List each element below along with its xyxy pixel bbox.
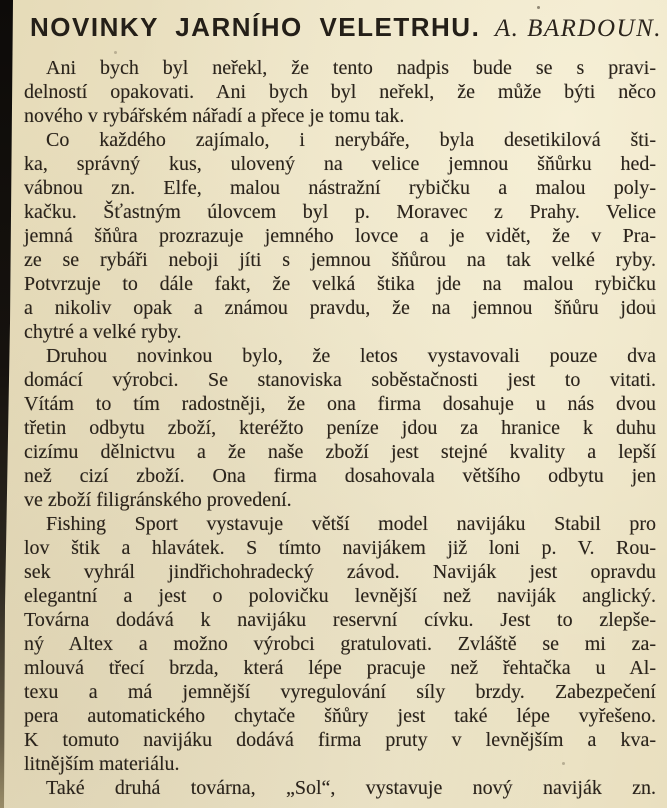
article-header: [30, 12, 662, 43]
text-line: texu a má jemnější vyregulování síly brzdy. Zabezpečení: [24, 681, 656, 703]
text-line: a nikoliv opak a známou pravdu, že na jemnou šňůru jdou: [24, 297, 656, 319]
text-line: mlouvá třecí brzda, která lépe pracuje než řehtačka u Al-: [24, 657, 656, 679]
text-line: nového v rybářském nářadí a přece je tomu tak.: [24, 105, 405, 127]
text-line: Továrna dodává k navijáku reservní cívku. Jest to zlepše-: [24, 609, 656, 631]
text-line: jemná šňůra prozrazuje jemného lovce a je vidět, že v Pra-: [24, 225, 656, 247]
text-line: litnějším materiálu.: [24, 753, 180, 775]
text-line: Druhou novinkou bylo, že letos vystavovali pouze dva: [46, 345, 656, 367]
page-title: NOVINKY JARNÍHO VELETRHU.: [30, 12, 481, 42]
text-line: sek vyhrál jindřichohradecký závod. Naviják jest opravdu: [24, 561, 656, 583]
text-line: ze se rybáři neboji jíti s jemnou šňůrou na tak velké ryby.: [24, 249, 656, 271]
text-line: ve zboží filigránského provedení.: [24, 489, 292, 511]
text-line: Také druhá továrna, „Sol“, vystavuje nový naviják zn.: [46, 777, 656, 799]
dust-speck: [537, 6, 540, 9]
text-line: kačku. Šťastným úlovcem byl p. Moravec z Prahy. Velice: [24, 201, 656, 223]
text-line: chytré a velké ryby.: [24, 321, 182, 343]
text-line: Potvrzuje to dále fakt, že velká štika jde na malou rybičku: [24, 273, 656, 295]
text-line: elegantní a jest o polovičku levnější než naviják anglický.: [24, 585, 656, 607]
text-line: lov štik a hlavátek. S tímto navijákem již loni p. V. Rou-: [24, 537, 656, 559]
text-line: vábnou zn. Elfe, malou nástražní rybičku a malou poly-: [24, 177, 656, 199]
author-byline: A. BARDOUN.: [494, 15, 662, 42]
article-body: [24, 56, 656, 800]
text-line: Ani bych byl neřekl, že tento nadpis bude se s pravi-: [46, 57, 656, 79]
text-line: třetin odbytu zboží, kteréžto peníze jdou za hranice k duhu: [24, 417, 656, 439]
text-line: než cizí zboží. Ona firma dosahovala většího odbytu jen: [24, 465, 656, 487]
text-line: delností opakovati. Ani bych byl neřekl, že může býti něco: [24, 81, 656, 103]
text-line: Co každého zajímalo, i nerybáře, byla desetikilová šti-: [46, 129, 656, 151]
text-line: K tomuto navijáku dodává firma pruty v levnějším a kva-: [24, 729, 656, 751]
text-line: ka, správný kus, ulovený na velice jemnou šňůrku hed-: [24, 153, 656, 175]
text-line: pera automatického chytače šňůry jest také lépe vyřešeno.: [24, 705, 656, 727]
scan-edge-shadow: [0, 0, 14, 808]
dust-speck: [114, 51, 117, 54]
text-line: ný Altex a možno výrobci gratulovati. Zvláště se mi za-: [24, 633, 656, 655]
text-line: Vítám to tím radostněji, že ona firma dosahuje u nás dvou: [24, 393, 656, 415]
text-line: domácí výrobci. Se stanoviska soběstačnosti jest to vitati.: [24, 369, 656, 391]
text-line: Fishing Sport vystavuje větší model navijáku Stabil pro: [46, 513, 656, 535]
text-line: cizímu dělnictvu a že naše zboží jest stejné kvality a lepší: [24, 441, 656, 463]
